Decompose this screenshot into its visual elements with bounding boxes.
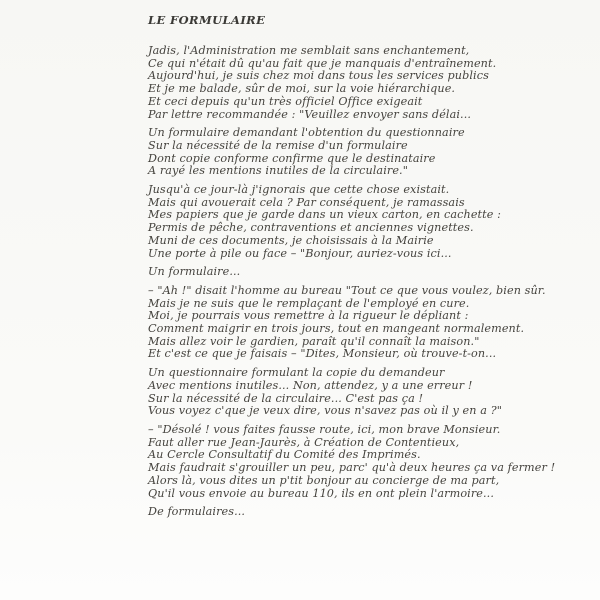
stanza-4 (148, 266, 578, 279)
poem-line: Au Cercle Consultatif du Comité des Imprimés. (148, 448, 421, 462)
poem-line: Et je me balade, sûr de moi, sur la voie hiérarchique. (148, 82, 456, 96)
poem-line: Un formulaire demandant l'obtention du questionnaire (148, 126, 465, 140)
stanza-3 (148, 184, 578, 260)
poem-line: – "Désolé ! vous faites fausse route, ici, mon brave Monsieur. (148, 422, 501, 436)
poem-line: Faut aller rue Jean-Jaurès, à Création de Contentieux, (148, 435, 460, 449)
poem-line: Une porte à pile ou face – "Bonjour, auriez-vous ici... (148, 246, 452, 260)
stanza-8 (148, 506, 578, 519)
stanza-1 (148, 45, 578, 121)
poem-text-block (148, 13, 578, 525)
poem-line: Un formulaire... (148, 265, 241, 279)
poem-line: Vous voyez c'que je veux dire, vous n'savez pas où il y en a ?" (148, 404, 503, 418)
poem-line: Dont copie conforme confirme que le destinataire (148, 151, 436, 165)
stanza-5 (148, 285, 578, 361)
poem-line: A rayé les mentions inutiles de la circulaire." (148, 164, 408, 178)
poem-line: Mais je ne suis que le remplaçant de l'employé en cure. (148, 296, 470, 310)
poem-line: – "Ah !" disait l'homme au bureau "Tout ce que vous voulez, bien sûr. (148, 283, 546, 297)
stanza-2 (148, 127, 578, 178)
stanza-6 (148, 367, 578, 418)
poem-line: Par lettre recommandée : "Veuillez envoyer sans délai... (148, 107, 472, 121)
poem-line: Moi, je pourrais vous remettre à la rigueur le dépliant : (148, 309, 469, 323)
poem-line: Permis de pêche, contraventions et anciennes vignettes. (148, 221, 474, 235)
poem-line: Ce qui n'était dû qu'au fait que je manquais d'entraînement. (148, 56, 497, 70)
poem-line: Jusqu'à ce jour-là j'ignorais que cette chose existait. (148, 183, 450, 197)
poem-line: Aujourd'hui, je suis chez moi dans tous les services publics (148, 69, 489, 83)
poem-line: Avec mentions inutiles... Non, attendez, y a une erreur ! (148, 378, 473, 392)
poem-line: Jadis, l'Administration me semblait sans enchantement, (148, 44, 470, 57)
poem-line: Mais allez voir le gardien, paraît qu'il connaît la maison." (148, 334, 480, 348)
poem-line: Sur la nécessité de la circulaire... C'est pas ça ! (148, 391, 424, 405)
poem-line: Un questionnaire formulant la copie du demandeur (148, 366, 445, 380)
poem-line: Et ceci depuis qu'un très officiel Office exigeait (148, 94, 423, 108)
poem-line: Qu'il vous envoie au bureau 110, ils en ont plein l'armoire... (148, 486, 494, 500)
poem-line: Muni de ces documents, je choisissais à la Mairie (148, 233, 434, 247)
poem-line: Comment maigrir en trois jours, tout en mangeant normalement. (148, 322, 525, 336)
poem-line: Mes papiers que je garde dans un vieux carton, en cachette : (148, 208, 501, 222)
poem-line: Sur la nécessité de la remise d'un formulaire (148, 138, 408, 152)
poem-line: Alors là, vous dites un p'tit bonjour au concierge de ma part, (148, 473, 500, 487)
stanza-7 (148, 424, 578, 500)
page-title: LE FORMULAIRE (148, 13, 266, 27)
poem-line: Mais faudrait s'grouiller un peu, parc' qu'à deux heures ça va fermer ! (148, 461, 556, 475)
poem-line: De formulaires... (148, 505, 246, 519)
poem-line: Et c'est ce que je faisais – "Dites, Monsieur, où trouve-t-on... (148, 347, 497, 361)
poem-line: Mais qui avouerait cela ? Par conséquent, je ramassais (148, 195, 465, 209)
